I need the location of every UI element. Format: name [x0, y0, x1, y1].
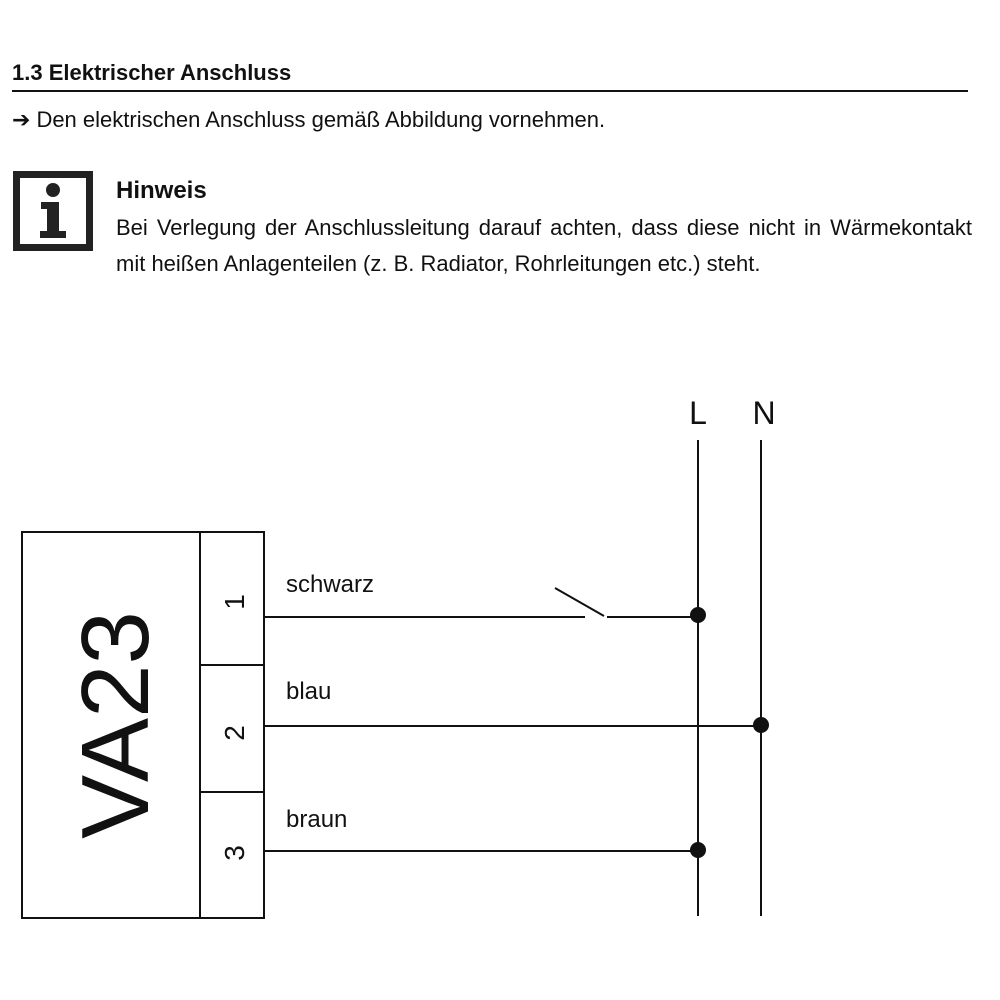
note-title: Hinweis — [116, 177, 207, 204]
terminal-number-2: 2 — [219, 725, 250, 741]
terminal-number-3: 3 — [219, 845, 250, 861]
junction-dot — [690, 607, 706, 623]
section-title: 1.3 Elektrischer Anschluss — [12, 58, 968, 92]
junction-dot — [753, 717, 769, 733]
terminal-number-1: 1 — [219, 594, 250, 610]
bus-label-n: N — [752, 395, 776, 431]
junction-dot — [690, 842, 706, 858]
device-label: VA23 — [62, 611, 169, 839]
switch-contact — [555, 588, 604, 616]
note-text: Bei Verlegung der Anschlussleitung darauf achten, dass diese nicht in Wärmekontakt mit heißen Anlagenteilen (z. B. Radiator, Rohrleitungen etc.) steht. — [116, 215, 972, 276]
instruction-text: Den elektrischen Anschluss gemäß Abbildung vornehmen. — [36, 107, 606, 132]
arrow-right-icon: ➔ — [12, 107, 31, 132]
bus-label-l: L — [689, 395, 707, 431]
wire-label-2: blau — [286, 678, 332, 705]
wire-label-3: braun — [286, 806, 348, 833]
wire-label-1: schwarz — [286, 571, 375, 598]
